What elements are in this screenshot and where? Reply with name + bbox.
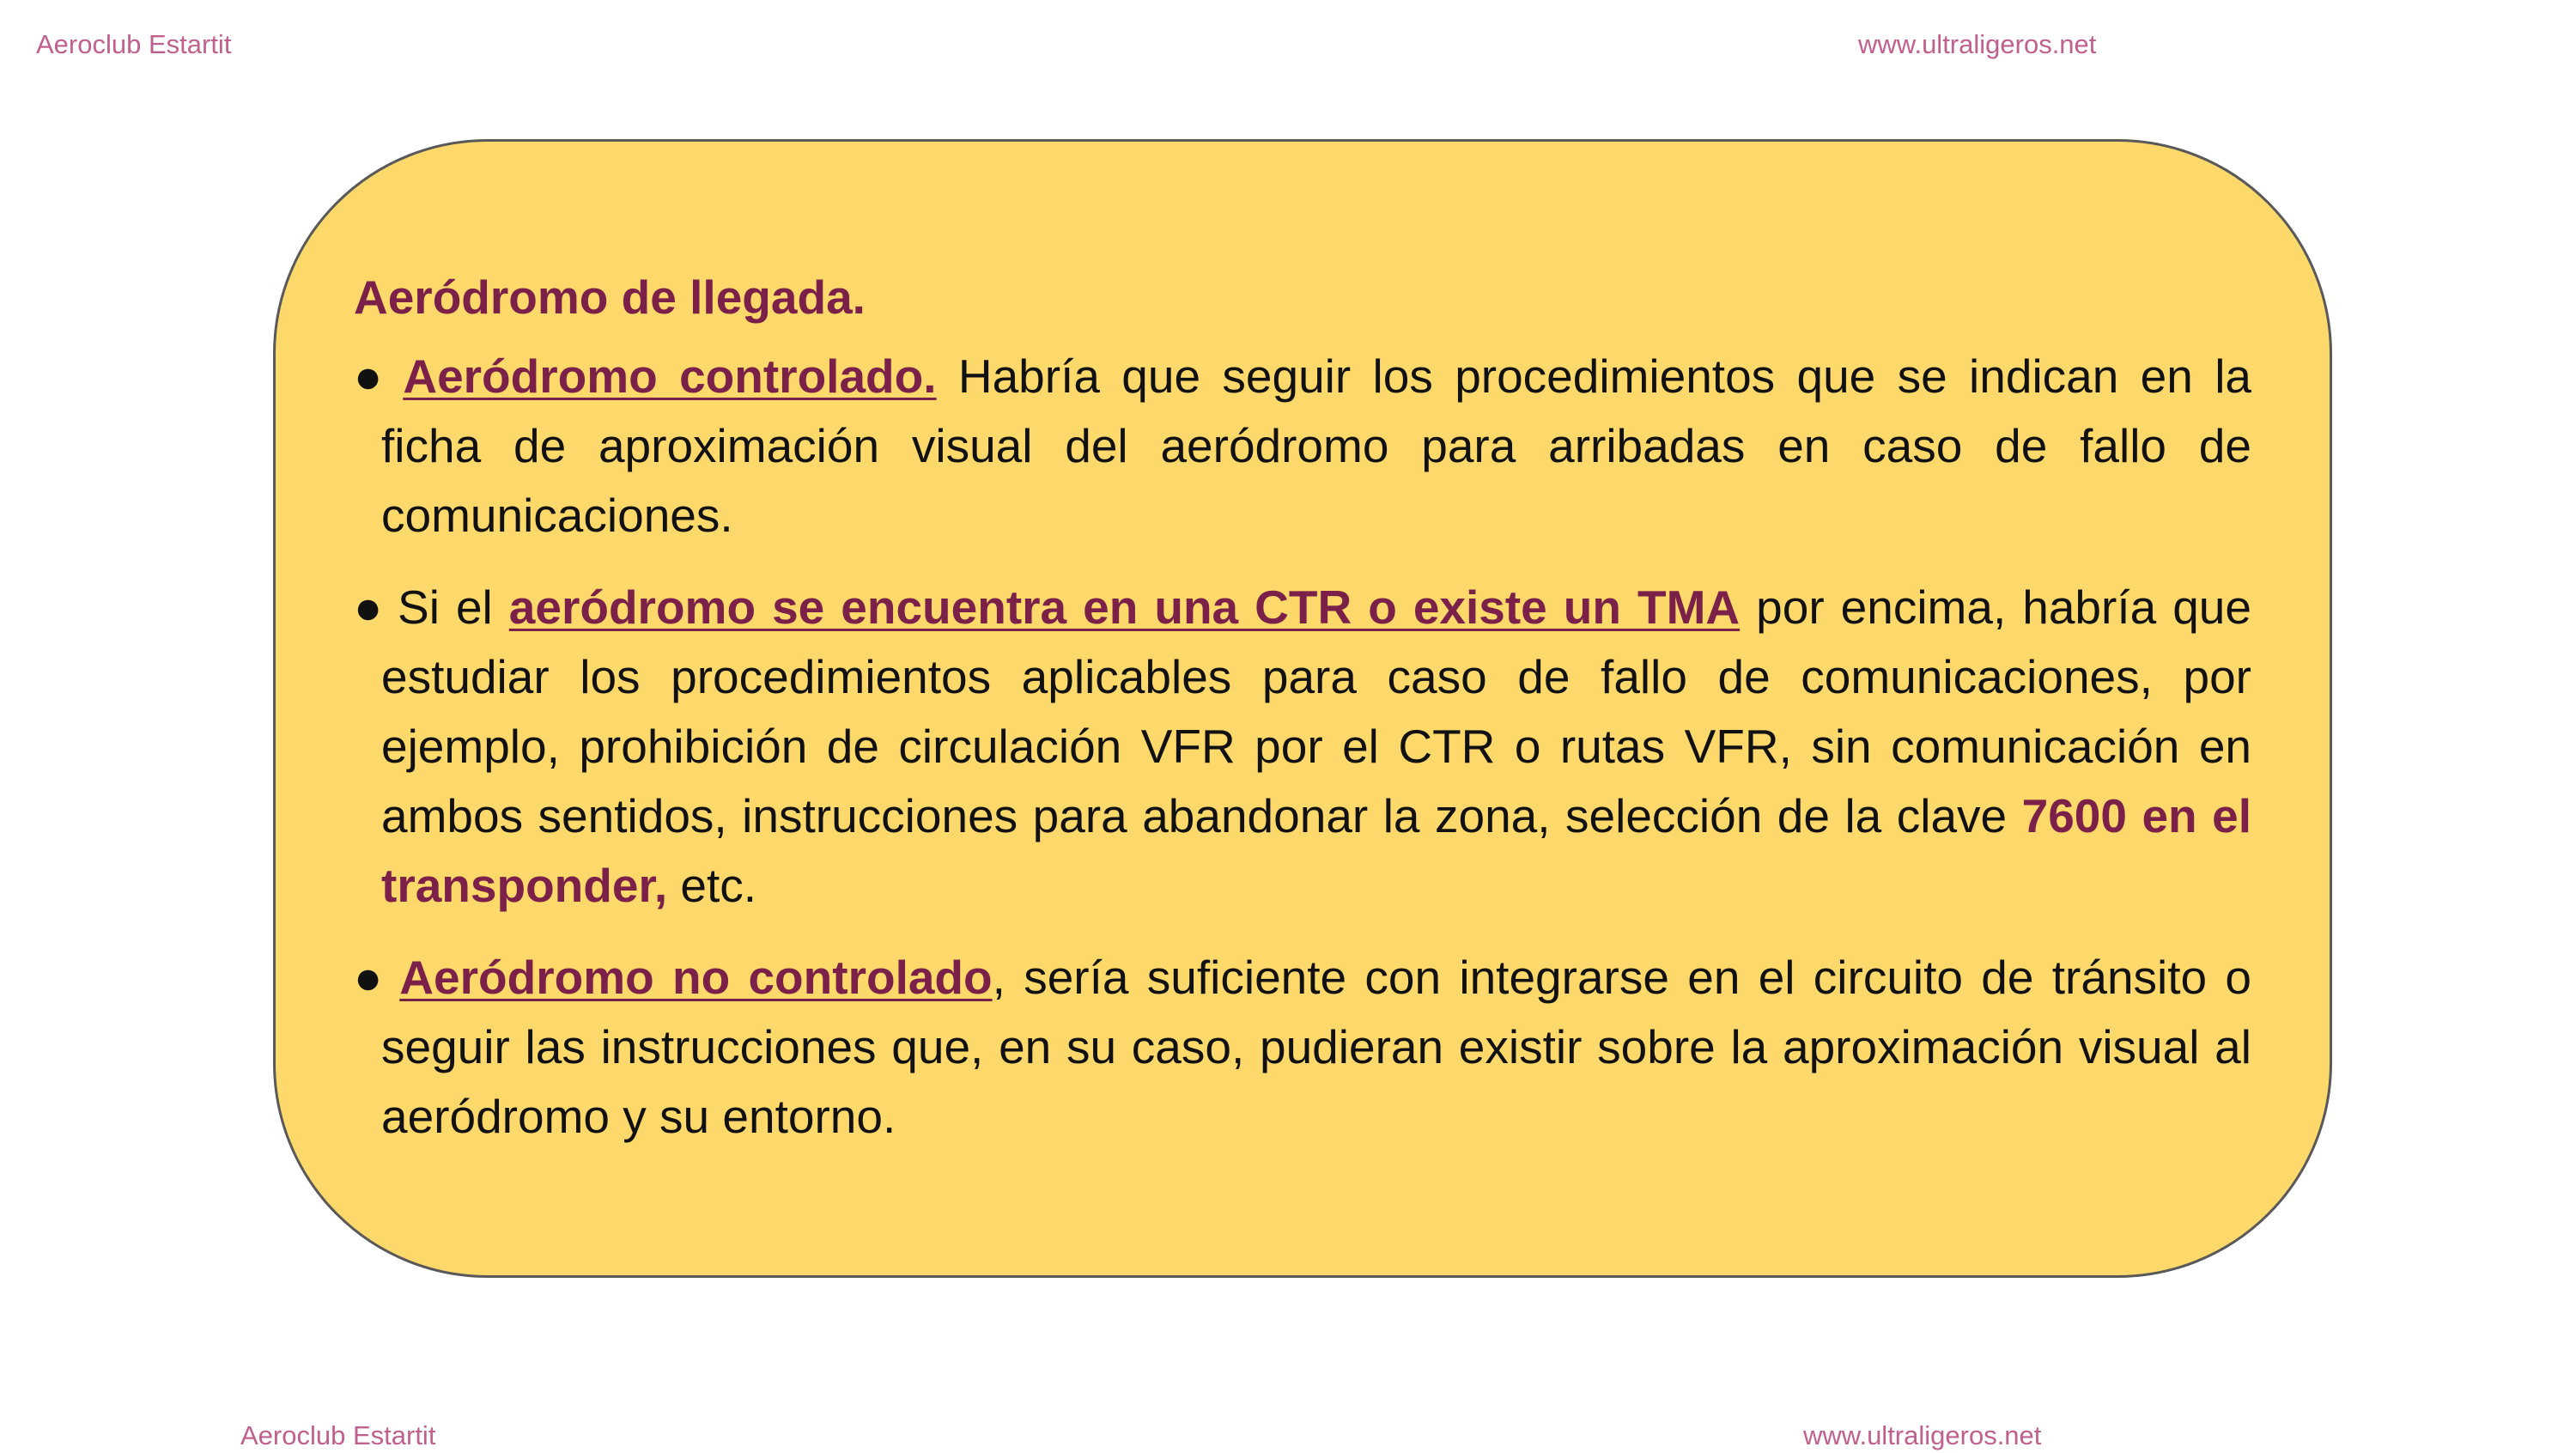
bullet-icon: ● [354,581,383,634]
bullet-icon: ● [354,951,383,1004]
header-right-url[interactable]: www.ultraligeros.net [1858,29,2097,59]
item-lead: Aeródromo no controlado [399,951,993,1004]
card-content [354,263,2251,1174]
bullet-icon: ● [354,350,383,403]
item-emphasis: 7600 en el transponder, [381,789,2251,912]
list-item-text [381,943,2251,1152]
list-item-ctr [354,573,2251,921]
item-body: , sería suficiente con integrarse en el circuito de tránsito o seguir las instrucciones que, en su caso, pudieran existir sobre la aproximación visual al aeródromo y su entorno. [381,951,2251,1143]
list-item-text [381,573,2251,921]
header-left-label: Aeroclub Estartit [36,29,232,59]
list-item-uncontrolled [354,943,2251,1152]
footer-left-label: Aeroclub Estartit [240,1420,436,1450]
footer-right-url[interactable]: www.ultraligeros.net [1803,1420,2042,1450]
list-item-controlled [354,342,2251,550]
card-title: Aeródromo de llegada. [354,271,866,324]
item-pre: Si el [398,581,509,634]
item-lead: Aeródromo controlado. [403,350,937,403]
item-tail: etc. [667,859,757,912]
list-item-text [381,342,2251,550]
item-body: por encima, habría que estudiar los procedimientos aplicables para caso de fallo de comunicaciones, por ejemplo, prohibición de circulación VFR por el CTR o rutas VFR, sin comunicación en ambos sentidos, instrucciones para abandonar la zona, selección de la clave [381,581,2251,842]
item-lead: aeródromo se encuentra en una CTR o existe un TMA [508,581,1741,634]
item-body: Habría que seguir los procedimientos que se indican en la ficha de aproximación visual del aeródromo para arribadas en caso de fallo de comunicaciones. [381,350,2252,542]
